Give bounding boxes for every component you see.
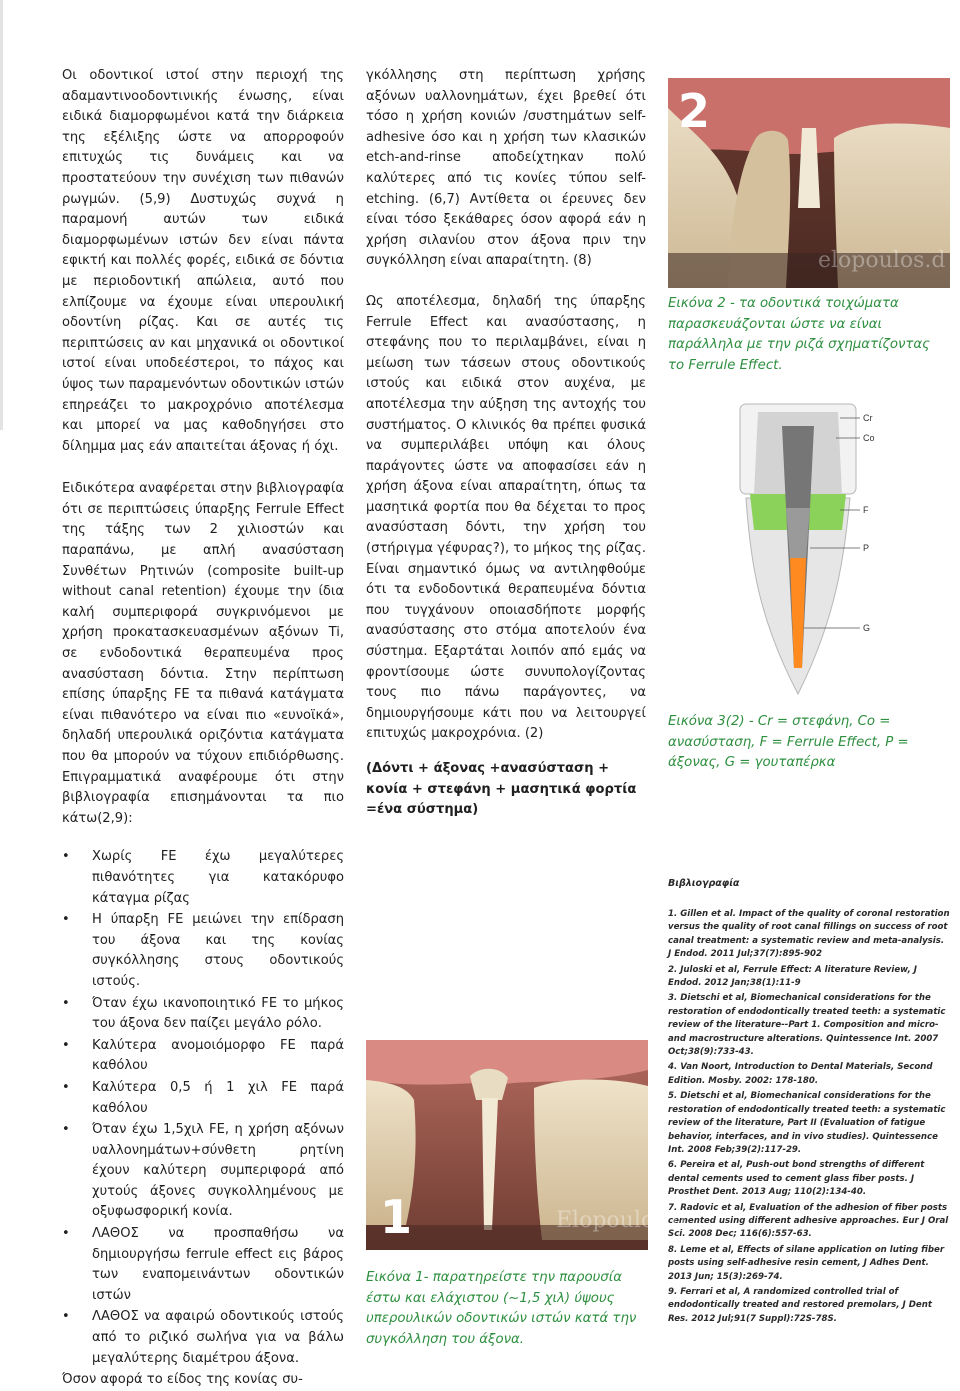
reference-item: 1. Gillen et al. Impact of the quality of coronal restoration versus the quality of root canal fillings on success of root canal treatment: a systematic review and meta-analysis. J Endod. 2011 Jul;37(7):895-902: [668, 909, 950, 960]
body-paragraph: Οι οδοντικοί ιστοί στην περιοχή της αδαμαντινοοδοντινικής ένωσης, είναι ειδικά διαμορφωμένοι κατά την διάρκεια της εξέλιξης ώστε να απορροφούν επιτυχώς τις δυνάμεις και να προστατεύουν την συνέχιση των πιθανών ρωγμών. (5,9) Δυστυχώς συχνά η παραμονή αυτών των ειδικά διαμορφωμένων ιστών δεν είναι πάντα εφικτή και πολλές φορές, ειδικά σε δόντια με περιοδοντική απώλεια, αυτό που ελπίζουμε να έχουμε είναι υπερουλική οδοντίνη ρίζας. Και σε αυτές τις περιπτώσεις αν και μηχανικά οι οδοντικοί ιστοί είναι υποδεέστεροι, το πάχος και ύψος των παραμενόντων οδοντικών ιστών επηρεάζει το μακροχρόνιο αποτέλεσμα και μπορεί να μας καθοδηγήσει στο δίλημμα μας εάν απαιτείται άξονας ή όχι.: [62, 68, 344, 454]
reference-item: 4. Van Noort, Introduction to Dental Materials, Second Edition. Mosby. 2002: 178-180.: [668, 1062, 933, 1086]
body-paragraph: γκόλλησης στη περίπτωση χρήσης αξόνων υαλλονημάτων, έχει βρεθεί ότι τόσο η χρήση κονιών /συστημάτων self-adhesive όσο και η χρήση των κλασικών etch-and-rinse αποδείχτηκαν πολύ καλύτερες από τις κονίες τύπου self-etching. (6,7) Αντίθετα οι έρευνες δεν είναι τόσο ξεκάθαρες όσον αφορά εάν η χρήση σιλανίου στον άξονα πριν την συγκόλληση είναι απαραίτητη. (8): [366, 68, 646, 269]
reference-item: 9. Ferrari et al, A randomized controlled trial of endodontically treated and restored premolars, J Dent Res. 2012 Jul;91(7 Suppl):72S-78S.: [668, 1286, 932, 1324]
bullet-item: • Όταν έχω 1,5χιλ FE, η χρήση αξόνων υαλλονημάτων+σύνθετη ρητίνη έχουν καλύτερη συμπεριφορά από χυτούς άξονες συγκολλημένους με οξυφωσφορική κονία.: [62, 1120, 344, 1223]
bullet-item: • Καλύτερα ανομοιόμορφο FE παρά καθόλου: [62, 1036, 344, 1077]
reference-item: 2. Juloski et al, Ferrule Effect: A literature Review, J Endod. 2012 Jan;38(1):11-9: [668, 964, 918, 989]
bullet-item: • ΛΑΘΟΣ να αφαιρώ οδοντικούς ιστούς από το ριζικό σωλήνα για να βάλω μεγαλύτερης διαμέτρου άξονα.: [62, 1307, 344, 1369]
clinical-photo-2: [668, 78, 950, 288]
references-heading: Βιβλιογραφία: [668, 878, 740, 889]
references-list: [668, 908, 950, 1328]
reference-item: 8. Leme et al, Effects of silane application on luting fiber posts using self-adhesive resin cement, J Adhes Dent. 2013 Jun; 15(3):269-74.: [668, 1244, 945, 1282]
photo-watermark: Elopoulos.d: [556, 1208, 687, 1233]
photo-number: 1: [380, 1190, 413, 1244]
reference-item: 7. Radovic et al, Evaluation of the adhesion of fiber posts cemented using different adhesive approaches. Eur J Oral Sci. 2008 Dec; 116(6):557-63.: [668, 1202, 949, 1240]
reference-item: 3. Dietschi et al, Biomechanical considerations for the restoration of endodontically treated teeth: a systematic review of the literature--Part 1. Composition and micro- and macrostructure alterations. Quintessence Int. 2007 Oct;38(9):733-43.: [668, 993, 946, 1058]
label-co: Co: [863, 433, 875, 443]
photo-watermark: elopoulos.d: [818, 248, 946, 273]
column-middle: [366, 66, 646, 821]
label-g: G: [863, 623, 871, 633]
bullet-item: • Χωρίς FE έχω μεγαλύτερες πιθανότητες για κατακόρυφο κάταγμα ρίζας: [62, 847, 344, 909]
bullet-item: • Όταν έχω ικανοποιητικό FE το μήκος του άξονα δεν παίζει μεγάλο ρόλο.: [62, 994, 344, 1035]
body-paragraph: Ειδικότερα αναφέρεται στην βιβλιογραφία ότι σε περιπτώσεις ύπαρξης Ferrule Effect της τάξης των 2 χιλιοστών και παραπάνω, με απλή ανασύσταση Συνθέτων Ρητινών (composite built-up without canal retention) έχουμε την ίδια καλή συμπεριφορά συγκρινόμενοι με χρήση προκατασκευασμένων αξόνων Ti, σε ενδοδοντικά θεραπευμένα προς ανασύσταση δόντια. Στην περίπτωση επίσης ύπαρξης FE τα πιθανά κατάγματα είναι πιθανότερο να είναι πιο «ευνοϊκά», δηλαδή υπερουλικά οριζόντια κατάγματα που θα μπορούν να τύχουν επιδιόρθωσης. Επιγραμματικά αναφέρουμε ότι στην βιβλιογραφία επισημάνονται τα πιο κάτω(2,9):: [62, 481, 344, 826]
tooth-section-diagram: [736, 398, 892, 698]
figure-caption-1: Εικόνα 1- παρατηρείστε την παρουσία έστω και ελάχιστου (~1,5 χιλ) ύψους υπερουλικών οδοντικών ιστών κατά την συγκόλληση του άξονα.: [366, 1270, 637, 1347]
bullet-item: • ΛΑΘΟΣ να προσπαθήσω να δημιουργήσω ferrule effect εις βάρος των εναπομεινάντων οδοντικών ιστών: [62, 1224, 344, 1306]
photo-number: 2: [678, 84, 711, 138]
ferrule-diagram: [736, 398, 892, 698]
bullet-item: • Η ύπαρξη FE μειώνει την επίδραση του άξονα και της κονίας συγκόλλησης στους οδοντικούς ιστούς.: [62, 910, 344, 992]
figure-caption-3: Εικόνα 3(2) - Cr = στεφάνη, Co = ανασύσταση, F = Ferrule Effect, P = άξονας, G = γουταπέρκα: [668, 714, 909, 771]
body-paragraph: Ως αποτέλεσμα, δηλαδή της ύπαρξης Ferrule Effect και ανασύστασης, η στεφάνης που το περιλαμβάνει, είναι η μείωση των τάσεων στους οδοντικούς ιστούς και ειδικά στον αυχένα, με αποτέλεσμα την αύξηση της αντοχής του συστήματος. Ο κλινικός θα πρέπει φυσικά να συμπεριλάβει υπόψη και όλους παράγοντες ώστε να αποφασίσει εάν η χρήση άξονα είναι απαραίτητη, όπως τα μασητικά φορτία που θα δέχεται το προς ανασύσταση δόντι, την χρήση του (στήριγμα γέφυρας?), το μήκος της ρίζας. Είναι σημαντικό όμως να αντιληφθούμε ότι τα ενδοδοντικά θεραπευμένα δόντια που τυγχάνουν οποιασδήποτε μορφής ανασύστασης στο στόμα αποτελούν ένα σύστημα. Εξαρτάται λοιπόν από εμάς να φροντίσουμε ώστε συνυπολογίζοντας τους πιο πάνω παράγοντες, να δημιουργήσουμε κάτι που να λειτουργεί επιτυχώς μακροχρόνια. (2): [366, 293, 646, 742]
reference-item: 5. Dietschi et al, Biomechanical considerations for the restoration of endodontically treated teeth: a systematic review of the literature, Part II (Evaluation of fatigue behavior, interfaces, and in vivo studies). Quintessence Int. 2008 Feb;39(2):117-29.: [668, 1091, 946, 1155]
column-left: [62, 66, 344, 1391]
clinical-photo-1: [366, 1040, 687, 1250]
figure-caption-2: Εικόνα 2 - τα οδοντικά τοιχώματα παρασκευάζονται ώστε να είναι παράλληλα με την ριζά σχηματίζοντας το Ferrule Effect.: [668, 296, 930, 373]
bullet-list: [62, 847, 344, 1369]
system-summary: (Δόντι + άξονας +ανασύσταση + κονία + στεφάνη + μασητικά φορτία =ένα σύστημα): [366, 761, 637, 818]
label-cr: Cr: [863, 413, 873, 423]
continuation-text: Όσον αφορά το είδος της κονίας συ-: [62, 1372, 303, 1388]
bullet-item: • Καλύτερα 0,5 ή 1 χιλ FE παρά καθόλου: [62, 1078, 344, 1119]
label-f: F: [863, 505, 869, 515]
label-p: P: [863, 543, 870, 553]
reference-item: 6. Pereira et al, Push-out bond strengths of different dental cements used to cement glass fiber posts. J Prosthet Dent. 2013 Aug; 110(2):134-40.: [668, 1160, 925, 1198]
page-edge-line: [0, 0, 3, 430]
